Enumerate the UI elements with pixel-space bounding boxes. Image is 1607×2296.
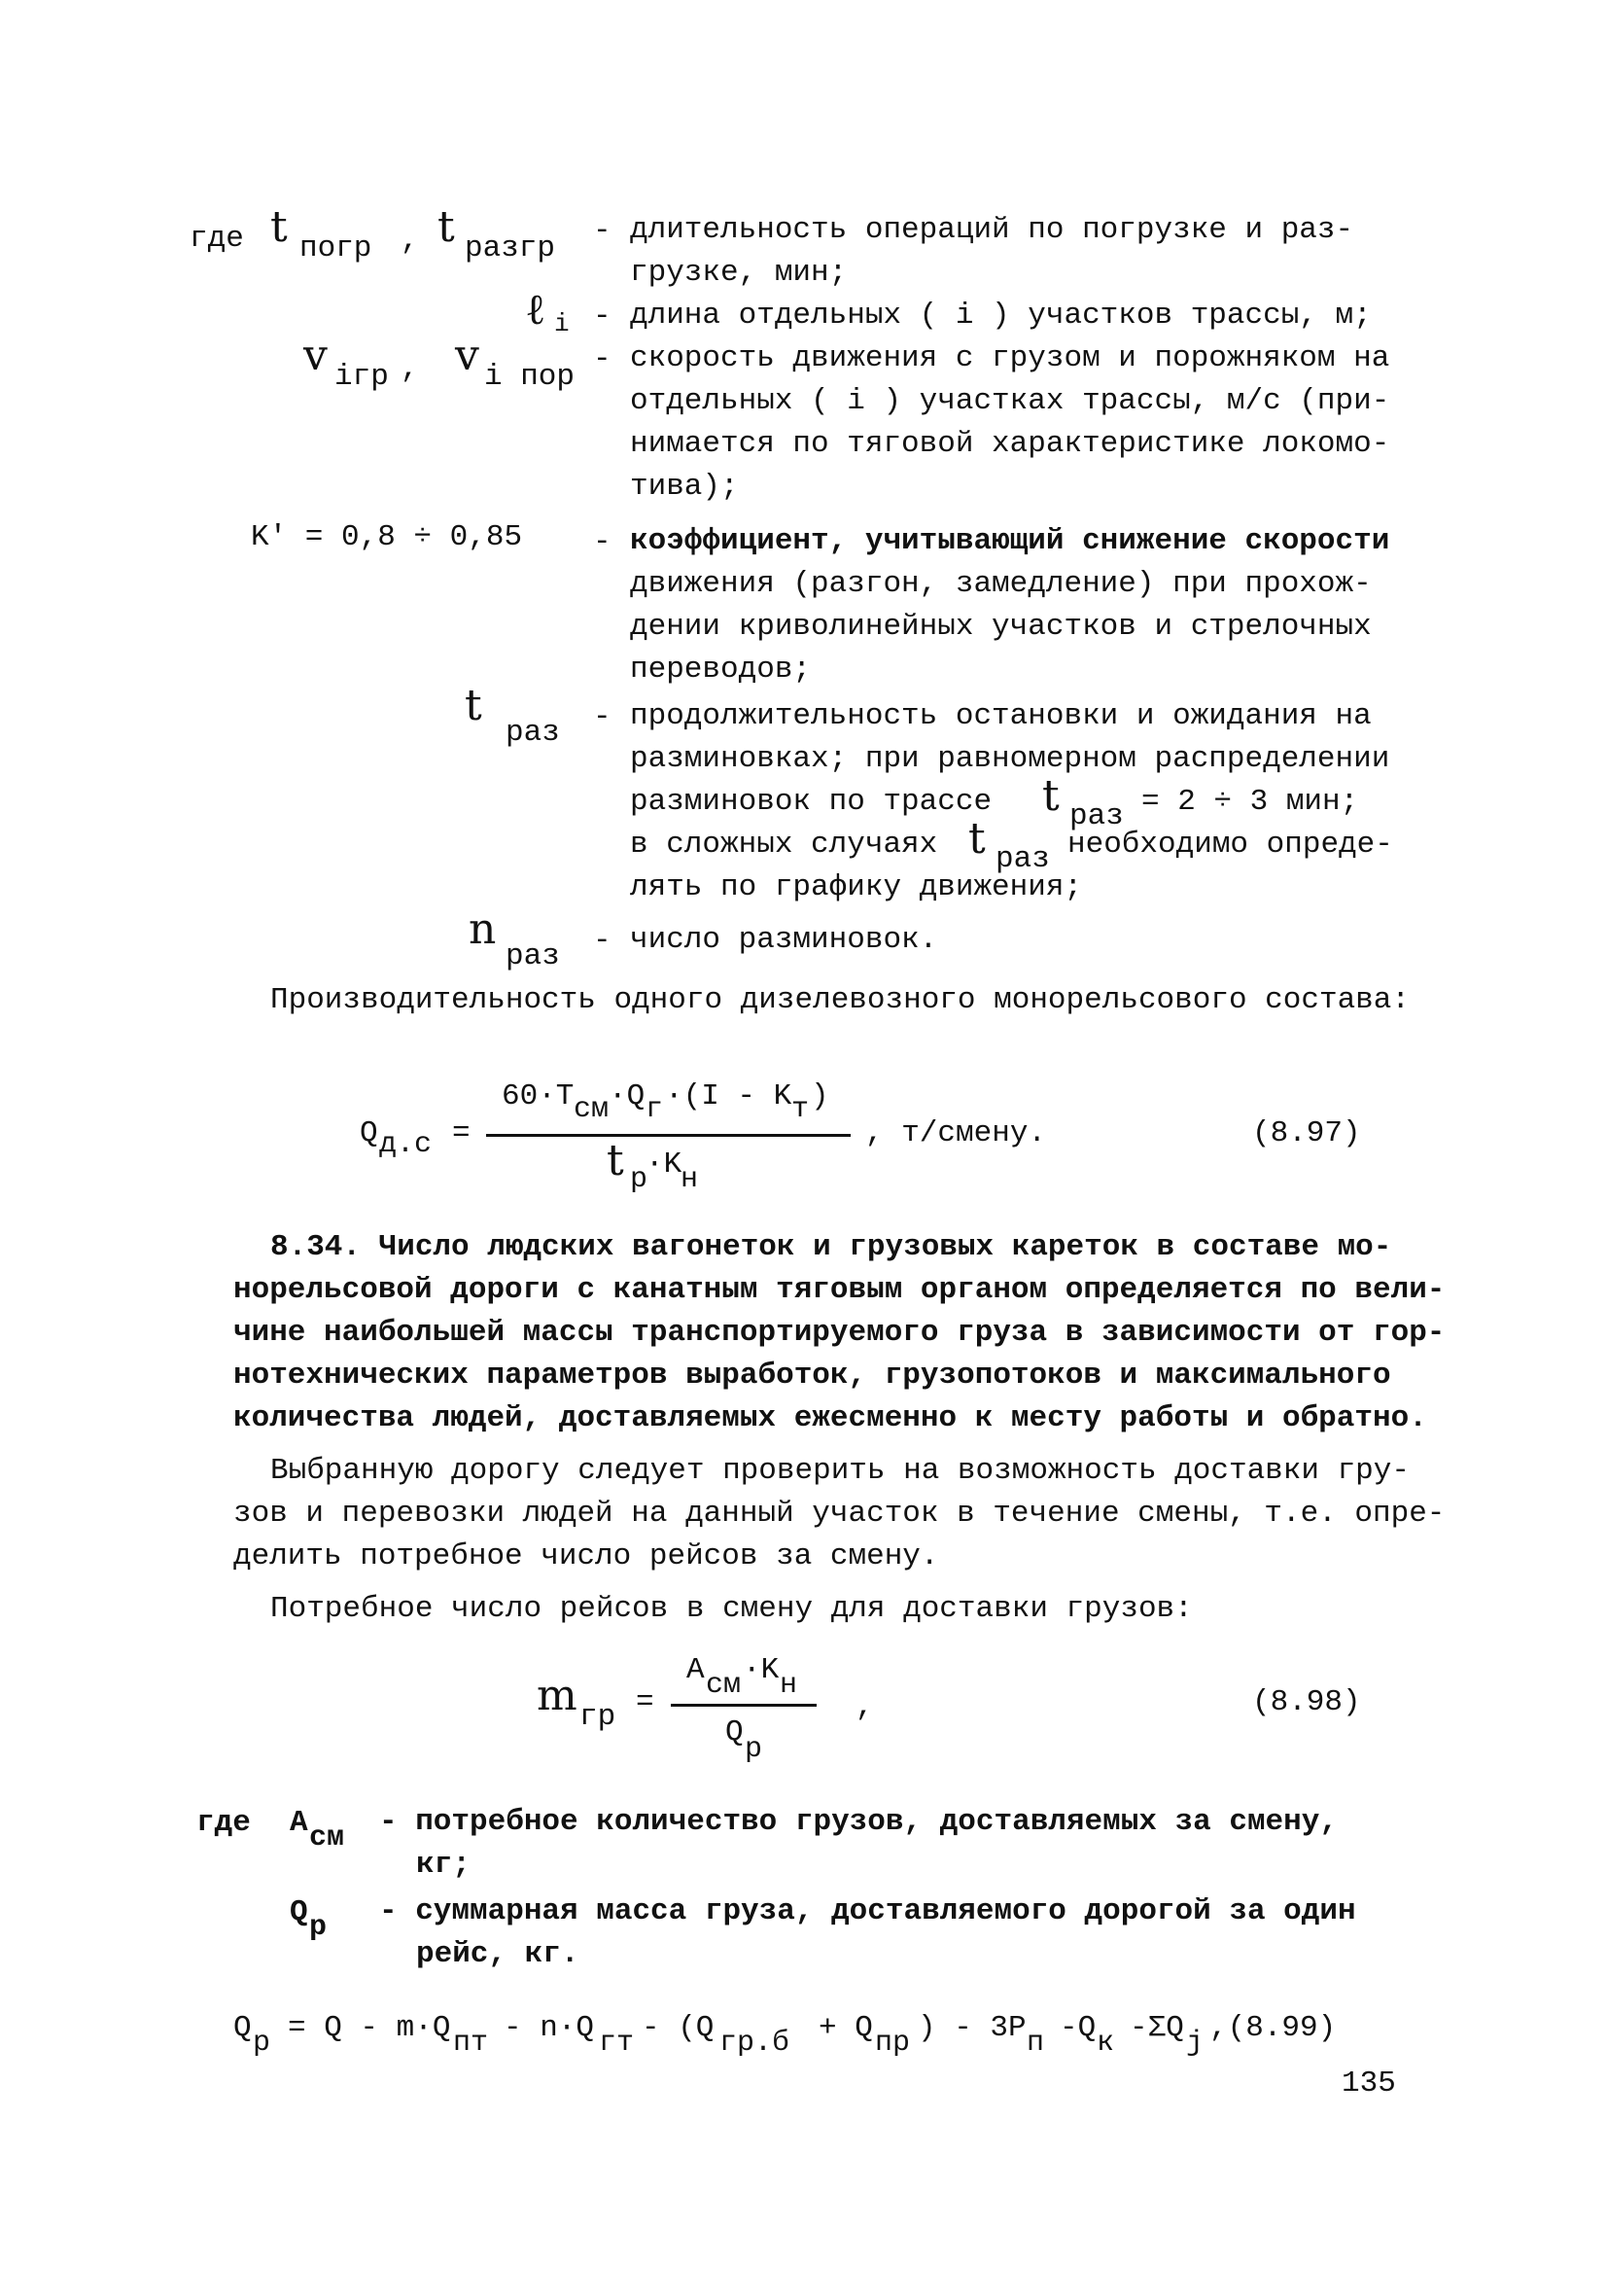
section-8-34-line-1: 8.34. Число людских вагонеток и грузовых кареток в составе мо- — [270, 1230, 1392, 1264]
paragraph-check-line-2: зов и перевозки людей на данный участок в течение смены, т.е. опре- — [233, 1497, 1446, 1531]
symbol-l-i: ℓ — [525, 285, 546, 335]
symbol-k-range: K' = 0,8 ÷ 0,85 — [251, 520, 523, 554]
formula-num-end: ·(I - K — [665, 1079, 792, 1113]
formula-part: - (Q — [642, 2011, 715, 2045]
formula-den-sub: р — [745, 1733, 763, 1766]
section-8-34-line-5: количества людей, доставляемых ежесменно к месту работы и обратно. — [233, 1401, 1427, 1435]
symbol-v-igr-sub: iгр — [334, 360, 389, 394]
paragraph-trips: Потребное число рейсов в смену для доставки грузов: — [270, 1592, 1193, 1626]
symbol-t-raz-inline-sub: раз — [1069, 799, 1124, 833]
formula-num-close: ) — [811, 1079, 829, 1113]
definition-n-line: число разминовок. — [630, 923, 938, 957]
formula-num-sub-2: н — [780, 1669, 798, 1702]
formula-comma: , — [856, 1690, 874, 1724]
formula-lhs-sub: д.с — [379, 1128, 433, 1161]
symbol-t-raz-inline-sub: раз — [996, 842, 1050, 876]
formula-denominator: t — [607, 1136, 624, 1185]
paragraph-productivity: Производительность одного дизелевозного монорельсового состава: — [270, 983, 1410, 1017]
formula-lhs: Q — [360, 1116, 378, 1150]
formula-num-sub-1: см — [574, 1093, 610, 1126]
equation-number: (8.97) — [1252, 1116, 1361, 1150]
definition-a-line-2: кг; — [416, 1848, 471, 1882]
definition-traz-line-3-end: = 2 ÷ 3 мин; — [1141, 785, 1359, 819]
symbol-a-sm: A — [290, 1806, 308, 1840]
symbol-n-raz: n — [469, 904, 497, 954]
formula-part-sub: пт — [453, 2027, 489, 2060]
symbol-t-raz: t — [465, 681, 482, 730]
formula-part: - n·Q — [504, 2011, 595, 2045]
fraction-bar — [486, 1134, 851, 1137]
definition-k-line-2: движения (разгон, замедление) при прохож- — [630, 567, 1372, 601]
definition-traz-line-4: в сложных случаях — [630, 828, 938, 862]
symbol-t-razgr-sub: разгр — [465, 231, 556, 265]
comma-separator: , — [401, 224, 419, 258]
definition-dash: - — [593, 700, 611, 734]
definition-dash: - — [593, 342, 611, 376]
definition-k-line-3: дении криволинейных участков и стрелочных — [630, 610, 1372, 644]
formula-part-sub: гт — [599, 2027, 635, 2060]
formula-equals: = — [452, 1116, 471, 1150]
section-8-34-line-3: чине наибольшей массы транспортируемого груза в зависимости от гор- — [233, 1316, 1446, 1350]
definition-traz-line-1: продолжительность остановки и ожидания на — [630, 699, 1372, 733]
formula-equals: = — [636, 1685, 654, 1719]
formula-part: ,(8.99) — [1209, 2011, 1337, 2045]
formula-part-sub: гр.б — [719, 2027, 790, 2060]
formula-part-sub: к — [1097, 2027, 1115, 2060]
definition-k-line-4: переводов; — [630, 653, 812, 687]
formula-part: -ΣQ — [1130, 2011, 1184, 2045]
symbol-v-ipor-sub: i пор — [484, 360, 576, 394]
formula-part: ) - 3P — [918, 2011, 1027, 2045]
formula-den-mid: ·K — [646, 1148, 682, 1182]
symbol-t-pogr: t — [270, 202, 288, 252]
definition-dash: - — [593, 525, 611, 559]
where-label: где — [196, 1806, 251, 1840]
formula-num-sub-2: г — [646, 1093, 664, 1126]
symbol-v-ipor: v — [455, 331, 479, 380]
section-8-34-line-4: нотехнических параметров выработок, грузопотоков и максимального — [233, 1359, 1391, 1393]
definition-dash: - — [593, 214, 611, 248]
definition-traz-line-4-end: необходимо опреде- — [1067, 828, 1393, 862]
equation-number: (8.98) — [1252, 1685, 1361, 1719]
where-label: где — [190, 222, 244, 256]
definition-k-line-1: коэффициент, учитывающий снижение скорости — [630, 524, 1390, 558]
comma-separator: , — [401, 352, 419, 386]
symbol-q-r-sub: р — [309, 1911, 328, 1944]
formula-numerator: 60·T — [502, 1079, 575, 1113]
formula-denominator: Q — [725, 1715, 744, 1749]
definition-t-line-1: длительность операций по погрузке и раз- — [630, 213, 1354, 247]
section-8-34-line-2: норельсовой дороги с канатным тяговым органом определяется по вели- — [233, 1273, 1446, 1307]
definition-traz-line-2: разминовках; при равномерном распределении — [630, 742, 1390, 776]
formula-unit: , т/смену. — [865, 1116, 1047, 1150]
formula-num-sub-3: т — [791, 1093, 810, 1126]
formula-part-sub: р — [253, 2027, 271, 2060]
formula-lhs-sub: гр — [579, 1700, 616, 1734]
definition-q-line-2: рейс, кг. — [416, 1937, 579, 1971]
symbol-t-pogr-sub: погр — [299, 231, 372, 265]
formula-den-sub-1: р — [630, 1163, 648, 1196]
symbol-q-r: Q — [290, 1895, 308, 1929]
symbol-l-i-sub: i — [554, 309, 570, 338]
symbol-t-razgr: t — [437, 202, 455, 252]
definition-traz-line-3: разминовок по трассе — [630, 785, 993, 819]
definition-v-line-2: отдельных ( i ) участках трассы, м/с (при- — [630, 384, 1390, 418]
formula-part: + Q — [819, 2011, 873, 2045]
definition-dash: - — [593, 924, 611, 958]
definition-dash: - — [593, 300, 611, 334]
formula-part: Q — [233, 2011, 252, 2045]
fraction-bar — [671, 1704, 817, 1707]
definition-l-line: длина отдельных ( i ) участков трассы, м; — [630, 299, 1372, 333]
formula-part: = Q - m·Q — [288, 2011, 451, 2045]
symbol-t-raz-inline: t — [968, 814, 986, 864]
formula-numerator: A — [686, 1653, 705, 1687]
formula-num-sub-1: см — [706, 1669, 742, 1702]
formula-lhs: m — [537, 1671, 577, 1720]
definition-v-line-3: нимается по тяговой характеристике локомо- — [630, 427, 1390, 461]
formula-part-sub: j — [1186, 2027, 1205, 2060]
formula-num-mid: ·K — [743, 1653, 780, 1687]
definition-t-line-2: грузке, мин; — [630, 256, 848, 290]
paragraph-check-line-3: делить потребное число рейсов за смену. — [233, 1539, 939, 1573]
symbol-v-igr: v — [303, 331, 328, 380]
formula-den-sub-2: н — [681, 1163, 699, 1196]
formula-part-sub: пр — [875, 2027, 911, 2060]
formula-part: -Q — [1060, 2011, 1097, 2045]
symbol-a-sm-sub: см — [309, 1821, 345, 1854]
definition-v-line-4: тива); — [630, 470, 739, 504]
symbol-n-raz-sub: раз — [506, 939, 560, 973]
symbol-t-raz-sub: раз — [506, 716, 560, 750]
page-number: 135 — [1342, 2066, 1396, 2101]
definition-q-line-1: - суммарная масса груза, доставляемого дорогой за один — [379, 1894, 1356, 1928]
definition-v-line-1: скорость движения с грузом и порожняком на — [630, 341, 1390, 375]
paragraph-check-line-1: Выбранную дорогу следует проверить на возможность доставки гру- — [270, 1454, 1410, 1488]
formula-part-sub: п — [1027, 2027, 1045, 2060]
definition-traz-line-5: лять по графику движения; — [630, 870, 1083, 904]
definition-a-line-1: - потребное количество грузов, доставляемых за смену, — [379, 1805, 1338, 1839]
formula-num-mid: ·Q — [609, 1079, 646, 1113]
symbol-t-raz-inline: t — [1042, 771, 1060, 821]
